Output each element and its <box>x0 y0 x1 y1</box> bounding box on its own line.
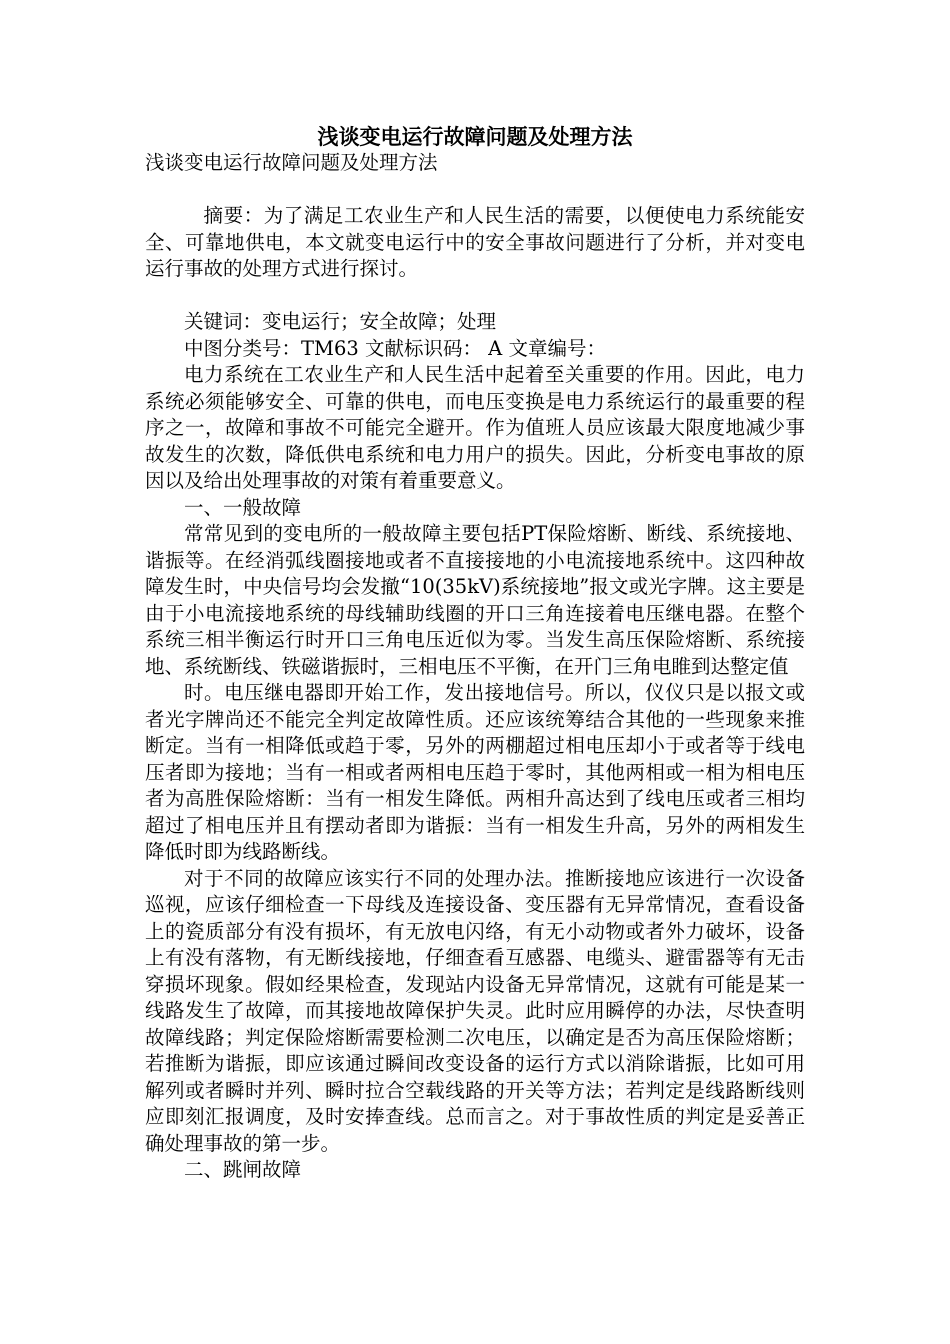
spacer <box>145 283 805 310</box>
abstract-paragraph: 摘要：为了满足工农业生产和人民生活的需要，以便使电力系统能安全、可靠地供电，本文就变电运行中的安全事故问题进行了分析，并对变电运行事故的处理方式进行探讨。 <box>145 204 805 280</box>
section-heading: 一、一般故障 <box>184 495 302 519</box>
spacer <box>145 177 805 204</box>
body-paragraph: 电力系统在工农业生产和人民生活中起着至关重要的作用。因此，电力系统必须能够安全、可靠的供电，而电压变换是电力系统运行的最重要的程序之一，故障和事故不可能完全避开。作为值班人员应该最大限度地减少事故发生的次数，降低供电系统和电力用户的损失。因此，分析变电事故的原因以及给出处理事故的对策有着重要意义。 <box>145 363 805 492</box>
document-title: 浅谈变电运行故障问题及处理方法 <box>317 124 633 149</box>
keywords-line: 关键词：变电运行；安全故障；处理 <box>184 310 497 333</box>
body-paragraph: 常常见到的变电所的一般故障主要包括PT保险熔断、断线、系统接地、谐振等。在经消弧线圈接地或者不直接接地的小电流接地系统中。这四种故障发生时，中央信号均会发撤“10(35kV)系统接地”报文或光字牌。这主要是由于小电流接地系统的母线辅助线圈的开口三角连接着电压继电器。在整个系统三相半衡运行时开口三角电压近似为零。当发生高压保险熔断、系统接地、系统断线、铁磁谐振时，三相电压不平衡，在开门三角电睢到达整定值 <box>145 522 805 678</box>
document-body <box>145 150 805 1184</box>
section-heading: 二、跳闸故障 <box>184 1158 302 1181</box>
classification-line: 中图分类号：TM63 文献标识码： A 文章编号： <box>184 336 606 360</box>
body-paragraph: 时。电压继电器即开始工作，发出接地信号。所以，仪仪只是以报文或者光字牌尚还不能完全判定故障性质。还应该统筹结合其他的一些现象来推断定。当有一相降低或趋于零，另外的两棚超过相电压却小于或者等于线电压者即为接地；当有一相或者两相电压趋于零时，其他两相或一相为相电压者为高胜保险熔断：当有一相发生降低。两相升高达到了线电压或者三相均超过了相电压并且有摆动者即为谐振：当有一相发生升高，另外的两相发生降低时即为线路断线。 <box>145 681 805 863</box>
body-paragraph: 对于不同的故障应该实行不同的处理办法。推断接地应该进行一次设备巡视，应该仔细检查一下母线及连接设备、变压器有无异常情况，查看设备上的瓷质部分有没有损坏，有无放电闪络，有无小动物或者外力破坏，设备上有没有落物，有无断线接地，仔细查看互感器、电缆头、避雷器等有无击穿损坏现象。假如经果检查，发现站内设备无异常情况，这就有可能是某一线路发生了故障，而其接地故障保护失灵。此时应用瞬停的办法，尽快查明故障线路；判定保险熔断需要检测二次电压，以确定是否为高压保险熔断；若推断为谐振，即应该通过瞬间改变设备的运行方式以消除谐振，比如可用解列或者瞬时并列、瞬时拉合空载线路的开关等方法；若判定是线路断线则应即刻汇报调度，及时安捧查线。总而言之。对于事故性质的判定是妥善正确处理事故的第一步。 <box>145 866 805 1155</box>
document-subtitle: 浅谈变电运行故障问题及处理方法 <box>145 151 438 174</box>
